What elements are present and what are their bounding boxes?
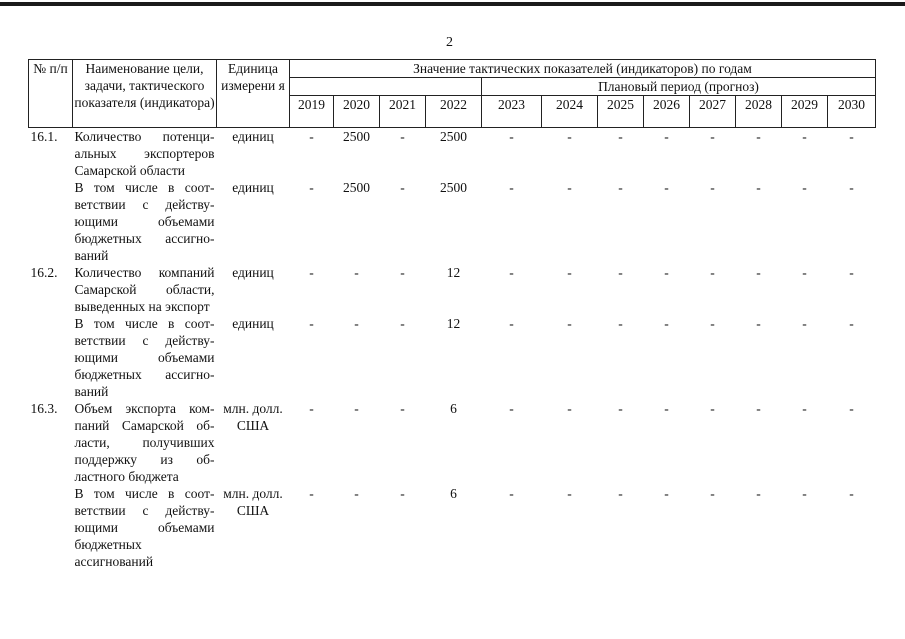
row-number: 16.3. [30, 401, 58, 416]
header-year: 2029 [782, 96, 828, 128]
indicators-table [28, 59, 876, 570]
page-number: 2 [446, 35, 453, 50]
row-unit: млн. долл. США [223, 486, 283, 518]
table-row [29, 128, 876, 180]
row-number [29, 315, 73, 400]
header-year: 2020 [334, 96, 380, 128]
row-value: - [309, 401, 314, 416]
header-year: 2019 [290, 96, 334, 128]
row-value: - [756, 180, 761, 195]
row-value: - [400, 316, 405, 331]
row-indicator-name: В том числе в соответствии с действующими объемами бюджетных ассигнований [74, 316, 215, 399]
row-value: - [756, 401, 761, 416]
row-value: - [400, 265, 405, 280]
row-value: - [400, 180, 405, 195]
row-value: - [756, 486, 761, 501]
table-row [29, 400, 876, 485]
header-year: 2026 [644, 96, 690, 128]
header-unit: Единица измерени я [217, 60, 290, 128]
row-value: - [756, 129, 761, 144]
row-number: 16.1. [30, 129, 58, 144]
row-indicator-name: В том числе в соответствии с действующими объемами бюджетных ассигнований [74, 180, 215, 263]
header-name: Наименование цели, задачи, тактического показателя (индикатора) [73, 60, 217, 128]
row-value: 2500 [440, 129, 467, 144]
row-value: - [849, 316, 854, 331]
row-value: 6 [450, 401, 457, 416]
row-value: - [710, 180, 715, 195]
row-value: - [618, 265, 623, 280]
row-value: 2500 [343, 180, 370, 195]
row-value: - [567, 401, 572, 416]
row-value: 12 [446, 265, 461, 280]
row-value: - [664, 265, 669, 280]
row-value: - [354, 316, 359, 331]
row-indicator-name: Объем экспорта компаний Самарской области, получивших поддержку из областного бюджета [74, 401, 215, 484]
header-year: 2023 [482, 96, 542, 128]
header-year: 2030 [828, 96, 876, 128]
header-year: 2028 [736, 96, 782, 128]
row-value: 6 [450, 486, 457, 501]
row-value: 12 [446, 316, 461, 331]
row-value: 2500 [440, 180, 467, 195]
row-value: - [400, 401, 405, 416]
row-value: - [567, 180, 572, 195]
row-value: - [618, 180, 623, 195]
row-value: - [509, 486, 514, 501]
row-value: - [509, 265, 514, 280]
row-value: - [567, 486, 572, 501]
row-value: - [567, 129, 572, 144]
table-row [29, 264, 876, 315]
row-unit: единиц [232, 180, 274, 195]
row-number: 16.2. [30, 265, 58, 280]
row-indicator-name: Количество компаний Самарской области, выведенных на экспорт [74, 265, 215, 314]
row-value: - [400, 129, 405, 144]
row-value: - [802, 486, 807, 501]
row-unit: единиц [232, 265, 274, 280]
row-value: - [664, 401, 669, 416]
table-row [29, 179, 876, 264]
row-value: - [354, 401, 359, 416]
row-value: - [802, 180, 807, 195]
row-value: - [802, 129, 807, 144]
row-value: - [664, 129, 669, 144]
header-actual-blank [290, 78, 482, 96]
row-value: - [309, 486, 314, 501]
row-value: - [400, 486, 405, 501]
row-value: - [618, 401, 623, 416]
row-value: - [664, 180, 669, 195]
row-indicator-name: Количество потенциальных экспортеров Самарской области [74, 129, 215, 178]
row-value: - [756, 265, 761, 280]
row-value: - [802, 401, 807, 416]
row-value: - [567, 316, 572, 331]
header-year: 2021 [380, 96, 426, 128]
row-number [29, 485, 73, 570]
row-indicator-name: В том числе в соответствии с действующими объемами бюджетных ассигнований [74, 486, 215, 569]
row-value: - [618, 316, 623, 331]
row-value: - [849, 180, 854, 195]
row-value: - [618, 129, 623, 144]
header-forecast-group: Плановый период (прогноз) [482, 78, 876, 96]
row-value: - [354, 486, 359, 501]
row-value: - [309, 180, 314, 195]
row-value: - [664, 316, 669, 331]
row-value: - [509, 401, 514, 416]
header-num: № п/п [29, 60, 73, 128]
row-value: - [710, 129, 715, 144]
top-border-line [0, 2, 905, 6]
row-unit: единиц [232, 316, 274, 331]
header-year: 2022 [426, 96, 482, 128]
row-unit: единиц [232, 129, 274, 144]
row-value: - [509, 316, 514, 331]
row-value: - [710, 265, 715, 280]
row-value: 2500 [343, 129, 370, 144]
header-year: 2025 [598, 96, 644, 128]
row-number [29, 179, 73, 264]
row-value: - [567, 265, 572, 280]
table-row [29, 485, 876, 570]
row-value: - [309, 265, 314, 280]
row-value: - [802, 265, 807, 280]
row-value: - [849, 486, 854, 501]
header-year: 2024 [542, 96, 598, 128]
row-value: - [849, 401, 854, 416]
row-value: - [309, 316, 314, 331]
row-value: - [710, 486, 715, 501]
row-value: - [509, 180, 514, 195]
row-value: - [309, 129, 314, 144]
row-value: - [710, 401, 715, 416]
row-value: - [509, 129, 514, 144]
table-row [29, 315, 876, 400]
row-value: - [618, 486, 623, 501]
row-value: - [849, 129, 854, 144]
row-value: - [710, 316, 715, 331]
row-value: - [664, 486, 669, 501]
row-value: - [802, 316, 807, 331]
header-values-group: Значение тактических показателей (индикаторов) по годам [290, 60, 876, 78]
row-value: - [756, 316, 761, 331]
row-unit: млн. долл. США [223, 401, 283, 433]
row-value: - [354, 265, 359, 280]
row-value: - [849, 265, 854, 280]
header-year: 2027 [690, 96, 736, 128]
